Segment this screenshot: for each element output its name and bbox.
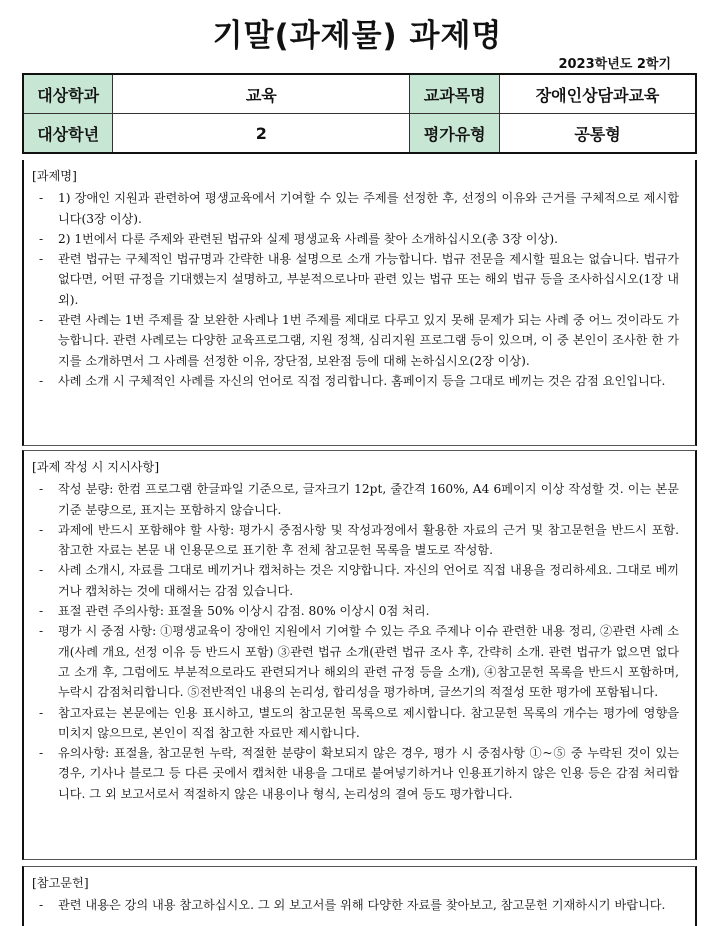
list-item: - 참고자료는 본문에는 인용 표시하고, 별도의 참고문헌 목록으로 제시합니다. 참고문헌 목록의 개수는 평가에 영향을 미치지 않으므로, 본인이 직접 참고한 자료만 제시합니다. (32, 703, 679, 744)
list-item: - 표절 관련 주의사항: 표절율 50% 이상시 감점. 80% 이상시 0점 처리. (32, 601, 679, 621)
list-item: - 1) 장애인 지원과 관련하여 평생교육에서 기여할 수 있는 주제를 선정한 후, 선정의 이유와 근거를 구체적으로 제시합니다(3장 이상). (32, 188, 679, 229)
list-item: - 사례 소개시, 자료를 그대로 베끼거나 캡처하는 것은 지양합니다. 자신의 언어로 직접 내용을 정리하세요. 그대로 베끼거나 캡처하는 것에 대해서는 감점 있습니다. (32, 560, 679, 601)
list-item: - 작성 분량: 한컴 프로그램 한글파일 기준으로, 글자크기 12pt, 줄간격 160%, A4 6페이지 이상 작성할 것. 이는 본문 기준 분량으로, 표지는 포함하지 않습니다. (32, 479, 679, 520)
instructions-section (22, 450, 697, 860)
page-title: 기말(과제물) 과제명 (212, 18, 503, 54)
references-section (22, 866, 697, 926)
course-info-row (23, 114, 696, 154)
course-value: 장애인상담과교육 (500, 74, 696, 114)
list-item: - 관련 법규는 구체적인 법규명과 간략한 내용 설명으로 소개 가능합니다. 법규 전문을 제시할 필요는 없습니다. 법규가 없다면, 어떤 규정을 기대했는지 설명하고, 부분적으로나마 관련 있는 법규 또는 해외 법규 등을 조사하십시오(1장 내외). (32, 249, 679, 310)
course-info-table (22, 73, 697, 154)
eval-type-label: 평가유형 (410, 114, 500, 154)
list-item: - 관련 내용은 강의 내용 참고하십시오. 그 외 보고서를 위해 다양한 자료를 찾아보고, 참고문헌 기재하시기 바랍니다. (32, 895, 679, 915)
list-item: - 과제에 반드시 포함해야 할 사항: 평가시 중점사항 및 작성과정에서 활용한 자료의 근거 및 참고문헌을 반드시 포함. 참고한 자료는 본문 내 인용문으로 표기한 후 전체 참고문헌 목록을 별도로 작성함. (32, 520, 679, 561)
dept-label: 대상학과 (23, 74, 113, 114)
instructions-list (32, 479, 679, 804)
list-item: - 유의사항: 표절율, 참고문헌 누락, 적절한 분량이 확보되지 않은 경우, 평가 시 중점사항 ①~⑤ 중 누락된 것이 있는 경우, 기사나 블로그 등 다른 곳에서 캡처한 내용을 그대로 붙여넣기하거나 인용표기하지 않은 인용 등은 감점 처리합니다. 그 외 보고서로서 적절하지 않은 내용이나 형식, 논리성의 결여 등도 평가합니다. (32, 743, 679, 804)
grade-label: 대상학년 (23, 114, 113, 154)
references-heading: [참고문헌] (32, 876, 89, 890)
list-item: - 관련 사례는 1번 주제를 잘 보완한 사례나 1번 주제를 제대로 다루고 있지 못해 문제가 되는 사례 중 어느 것이라도 가능합니다. 관련 사례로는 다양한 교육프로그램, 지원 정책, 심리지원 프로그램 등이 있으며, 이 중 본인이 조사한 한 가지를 소개하면서 그 사례를 선정한 이유, 장단점, 보완점 등에 대해 논하십시오(2장 이상). (32, 310, 679, 371)
semester-label: 2023학년도 2학기 (558, 57, 671, 72)
references-list (32, 895, 679, 915)
course-info-row (23, 74, 696, 114)
assignment-list (32, 188, 679, 391)
list-item: - 사례 소개 시 구체적인 사례를 자신의 언어로 직접 정리합니다. 홈페이지 등을 그대로 베끼는 것은 감점 요인입니다. (32, 371, 679, 391)
list-item: - 평가 시 중점 사항: ①평생교육이 장애인 지원에서 기여할 수 있는 주요 주제나 이슈 관련한 내용 정리, ②관련 사례 소개(사례 개요, 선정 이유 등 반드시 포함) ③관련 법규 소개(관련 법규 조사 후, 간략히 소개. 관련 법규가 없으면 없다고 소개 후, 그럼에도 부분적으로라도 관련되거나 해외의 관련 규정 등을 소개), ④참고문헌 목록을 반드시 포함하며, 누락시 감점처리합니다. ⑤전반적인 내용의 논리성, 합리성을 평가하며, 글쓰기의 적절성 또한 평가에 포함됩니다. (32, 621, 679, 702)
list-item: - 2) 1번에서 다룬 주제와 관련된 법규와 실제 평생교육 사례를 찾아 소개하십시오(총 3장 이상). (32, 229, 679, 249)
course-label: 교과목명 (410, 74, 500, 114)
assignment-section (22, 160, 697, 446)
eval-type-value: 공통형 (500, 114, 696, 154)
grade-value: 2 (113, 114, 410, 154)
assignment-heading: [과제명] (32, 169, 77, 183)
instructions-heading: [과제 작성 시 지시사항] (32, 460, 160, 474)
dept-value: 교육 (113, 74, 410, 114)
